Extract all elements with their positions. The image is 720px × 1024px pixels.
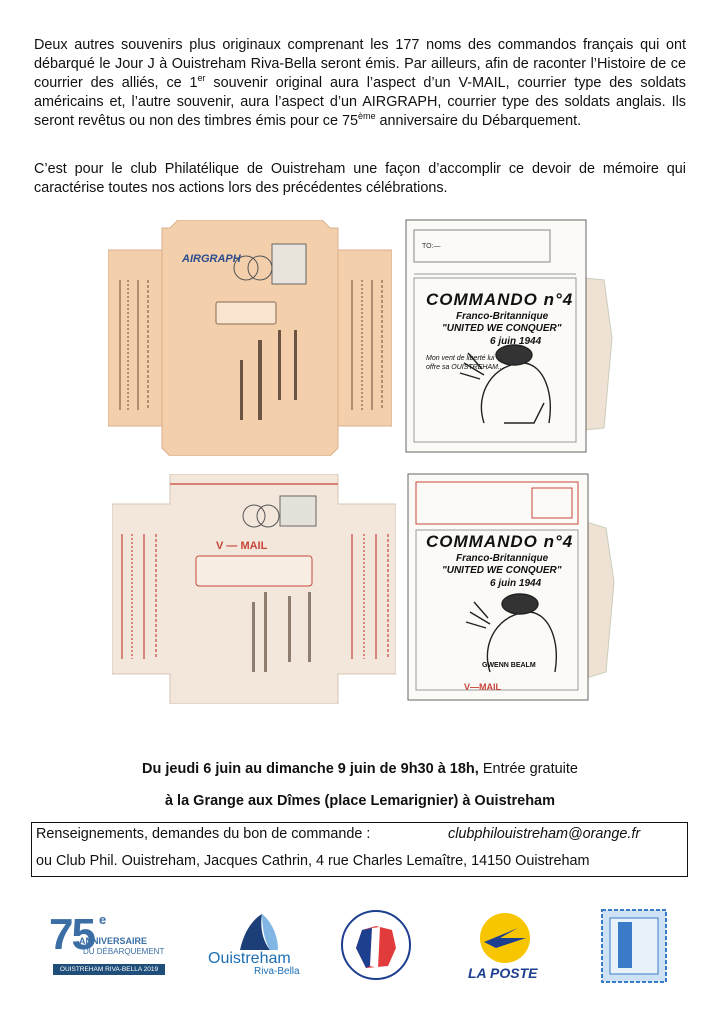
- vmail-label: V — MAIL: [216, 540, 268, 552]
- intro-paragraph-2: C’est pour le club Philatélique de Ouistreham une façon d’accomplir ce devoir de mémoire qui caractérise toutes nos actions lors des précédentes célébrations.: [34, 161, 686, 196]
- ouistreham-sail-icon: [200, 912, 308, 952]
- commando-title: COMMANDO n°4: [426, 290, 574, 309]
- ffap-emblem: [336, 908, 416, 982]
- commando-signature: GWENN BEALM: [482, 662, 536, 669]
- vmail-envelope-illustration: [112, 474, 396, 704]
- contact-box: [31, 822, 688, 877]
- laposte-logo: [460, 912, 550, 982]
- commando-subtitle-1: Franco-Britannique: [456, 311, 549, 322]
- superscript-eme: ème: [357, 111, 376, 122]
- anniversary-line-2: DU DÉBARQUEMENT: [83, 947, 165, 956]
- anniversary-line-1: ANNIVERSAIRE: [79, 936, 148, 946]
- event-place: à la Grange aux Dîmes (place Lemarignier) à Ouistreham: [164, 793, 556, 809]
- commando-letter-bottom: [406, 472, 616, 704]
- commando-date-2: 6 juin 1944: [490, 578, 542, 589]
- stamp-icon: [598, 906, 670, 986]
- contact-line-1: Renseignements, demandes du bon de commande :: [36, 826, 371, 842]
- anniversary-line-3: OUISTREHAM RIVA-BELLA 2019: [53, 964, 165, 975]
- contact-line-2: ou Club Phil. Ouistreham, Jacques Cathrin, 4 rue Charles Lemaître, 14150 Ouistreham: [36, 853, 590, 869]
- to-label: TO:—: [422, 243, 441, 250]
- event-dates: Du jeudi 6 juin au dimanche 9 juin de 9h30 à 18h, Entrée gratuite: [142, 761, 578, 777]
- intro-paragraph-1: Deux autres souvenirs plus originaux comprenant les 177 noms des commandos français qui ont débarqué le Jour J à Ouistreham Riva-Bella seront émis. Par ailleurs, afin de raconter l’Histoire de ce courrier des alliés, ce 1er souvenir original aura l’aspect d’un V-MAIL, courrier type des soldats américains et, l’autre souvenir, aura l’aspect d’un AIRGRAPH, courrier type des soldats anglais. Ils seront revêtus ou non des timbres émis pour ce 75ème anniversaire du Débarquement.: [34, 37, 686, 129]
- anniversary-e: e: [99, 912, 107, 927]
- ouistreham-name: Ouistreham: [208, 950, 291, 967]
- airgraph-envelope-illustration: [108, 220, 392, 456]
- commando-subtitle-2: "UNITED WE CONQUER": [442, 323, 562, 334]
- anniversary-number: 75: [49, 910, 94, 959]
- laposte-bird-icon: [460, 912, 550, 964]
- club-stamp-logo: [598, 906, 670, 986]
- commando-subtitle-2-2: "UNITED WE CONQUER": [442, 565, 562, 576]
- commando-subtitle-1-2: Franco-Britannique: [456, 553, 549, 564]
- vmail-label-small: V—MAIL: [464, 682, 501, 692]
- airgraph-souvenir: [108, 220, 392, 456]
- anniversary-75-logo: [45, 912, 165, 976]
- ouistreham-subname: Riva-Bella: [254, 966, 300, 977]
- commando-letter-top: [404, 218, 614, 456]
- commando-speech: Mon vent de liberté lui offre sa OUISTREHAM...: [426, 355, 504, 371]
- superscript-er: er: [197, 73, 206, 84]
- contact-email-link[interactable]: clubphilouistreham@orange.fr: [448, 826, 641, 842]
- commando-title-2: COMMANDO n°4: [426, 532, 574, 551]
- laposte-name: LA POSTE: [468, 965, 538, 981]
- airgraph-label: AIRGRAPH: [182, 253, 241, 265]
- ffap-logo: [336, 908, 416, 982]
- ouistreham-logo: [200, 912, 308, 976]
- vmail-souvenir: [112, 474, 396, 704]
- ffap-text: [335, 906, 336, 907]
- commando-date: 6 juin 1944: [490, 336, 542, 347]
